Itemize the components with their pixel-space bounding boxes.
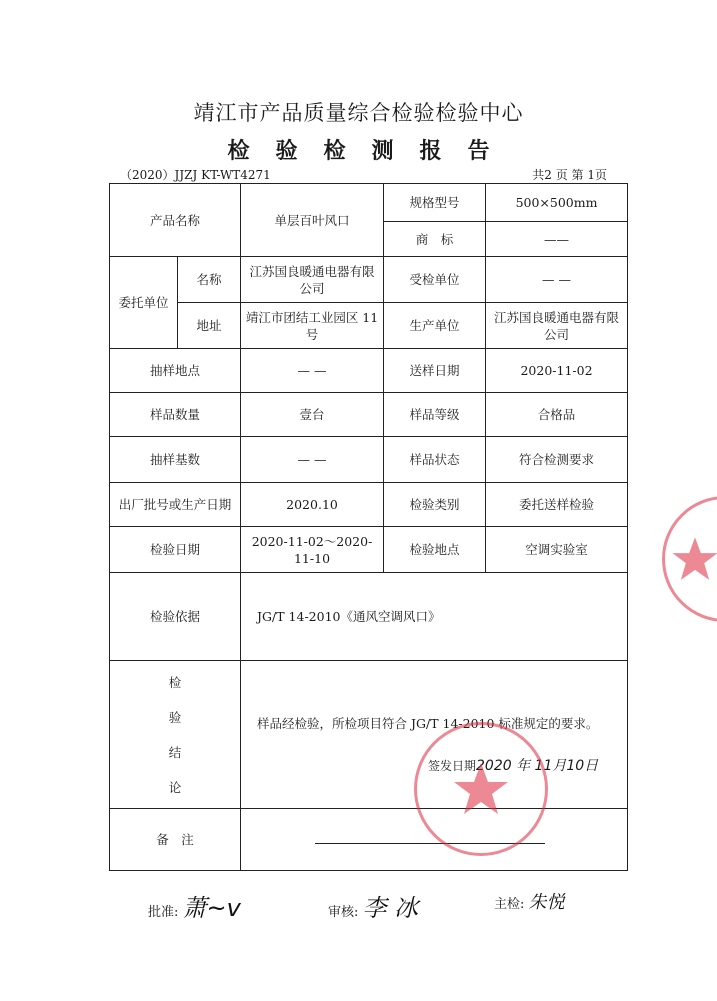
conclusion-label bbox=[110, 661, 241, 809]
client-name-label: 名称 bbox=[178, 257, 241, 303]
sampling-place-label: 抽样地点 bbox=[110, 349, 241, 393]
conclusion-label-char: 结 bbox=[168, 744, 182, 760]
batch-value: 2020.10 bbox=[241, 483, 384, 527]
conclusion-text: 样品经检验，所检项目符合 JG/T 14-2010 标准规定的要求。 bbox=[257, 715, 599, 731]
approve-label: 批准: bbox=[148, 905, 179, 920]
product-name-label: 产品名称 bbox=[110, 184, 241, 257]
client-addr-value: 靖江市团结工业园区 11 号 bbox=[241, 303, 384, 349]
conclusion-label-char: 检 bbox=[168, 674, 182, 690]
delivery-date-value: 2020-11-02 bbox=[486, 349, 628, 393]
client-name-value: 江苏国良暖通电器有限公司 bbox=[241, 257, 384, 303]
client-label: 委托单位 bbox=[110, 257, 178, 349]
issue-date-label: 签发日期 bbox=[428, 759, 477, 773]
issue-date-value: 2020 年 11月10日 bbox=[476, 758, 599, 774]
inspection-type-value: 委托送样检验 bbox=[486, 483, 628, 527]
sampling-place-value: — — bbox=[241, 349, 384, 393]
page-indicator: 共2 页 第 1页 bbox=[532, 168, 607, 182]
edge-seal bbox=[662, 496, 717, 622]
chief-label: 主检: bbox=[494, 897, 525, 912]
review-label: 审核: bbox=[328, 905, 359, 920]
approve-signature bbox=[148, 888, 241, 923]
manufacturer-value: 江苏国良暖通电器有限公司 bbox=[486, 303, 628, 349]
approve-signature-mark: 萧~v bbox=[182, 894, 241, 922]
client-addr-label: 地址 bbox=[178, 303, 241, 349]
spec-value: 500×500mm bbox=[486, 184, 628, 222]
edge-seal-star-icon bbox=[670, 534, 717, 584]
inspection-date-label: 检验日期 bbox=[110, 527, 241, 573]
delivery-date-label: 送样日期 bbox=[384, 349, 486, 393]
remarks-label: 备 注 bbox=[110, 809, 241, 871]
spec-label: 规格型号 bbox=[384, 184, 486, 222]
seal-star-icon bbox=[451, 759, 511, 819]
org-title: 靖江市产品质量综合检验检验中心 bbox=[193, 101, 524, 125]
sample-state-label: 样品状态 bbox=[384, 437, 486, 483]
chief-signature-mark: 朱悦 bbox=[528, 892, 565, 913]
trademark-value: —— bbox=[486, 222, 628, 257]
trademark-label: 商 标 bbox=[384, 222, 486, 257]
inspection-site-value: 空调实验室 bbox=[486, 527, 628, 573]
sample-qty-label: 样品数量 bbox=[110, 393, 241, 437]
review-signature bbox=[328, 888, 418, 923]
report-number: （2020）JJZJ KT-WT4271 bbox=[120, 168, 271, 182]
manufacturer-label: 生产单位 bbox=[384, 303, 486, 349]
basis-label: 检验依据 bbox=[110, 573, 241, 661]
sample-grade-label: 样品等级 bbox=[384, 393, 486, 437]
sample-qty-value: 壹台 bbox=[241, 393, 384, 437]
chief-signature bbox=[494, 888, 565, 914]
inspected-unit-value: — — bbox=[486, 257, 628, 303]
conclusion-label-char: 验 bbox=[168, 709, 182, 725]
inspection-site-label: 检验地点 bbox=[384, 527, 486, 573]
sample-state-value: 符合检测要求 bbox=[486, 437, 628, 483]
sampling-base-value: — — bbox=[241, 437, 384, 483]
official-seal bbox=[414, 722, 548, 856]
inspection-date-value: 2020-11-02～2020-11-10 bbox=[241, 527, 384, 573]
review-signature-mark: 李 冰 bbox=[362, 894, 419, 922]
conclusion-label-char: 论 bbox=[168, 779, 182, 795]
report-title: 检验检测报告 bbox=[227, 138, 516, 164]
sample-grade-value: 合格品 bbox=[486, 393, 628, 437]
sampling-base-label: 抽样基数 bbox=[110, 437, 241, 483]
inspection-type-label: 检验类别 bbox=[384, 483, 486, 527]
basis-value: JG/T 14-2010《通风空调风口》 bbox=[241, 573, 628, 661]
inspected-unit-label: 受检单位 bbox=[384, 257, 486, 303]
batch-label: 出厂批号或生产日期 bbox=[110, 483, 241, 527]
product-name-value: 单层百叶风口 bbox=[241, 184, 384, 257]
